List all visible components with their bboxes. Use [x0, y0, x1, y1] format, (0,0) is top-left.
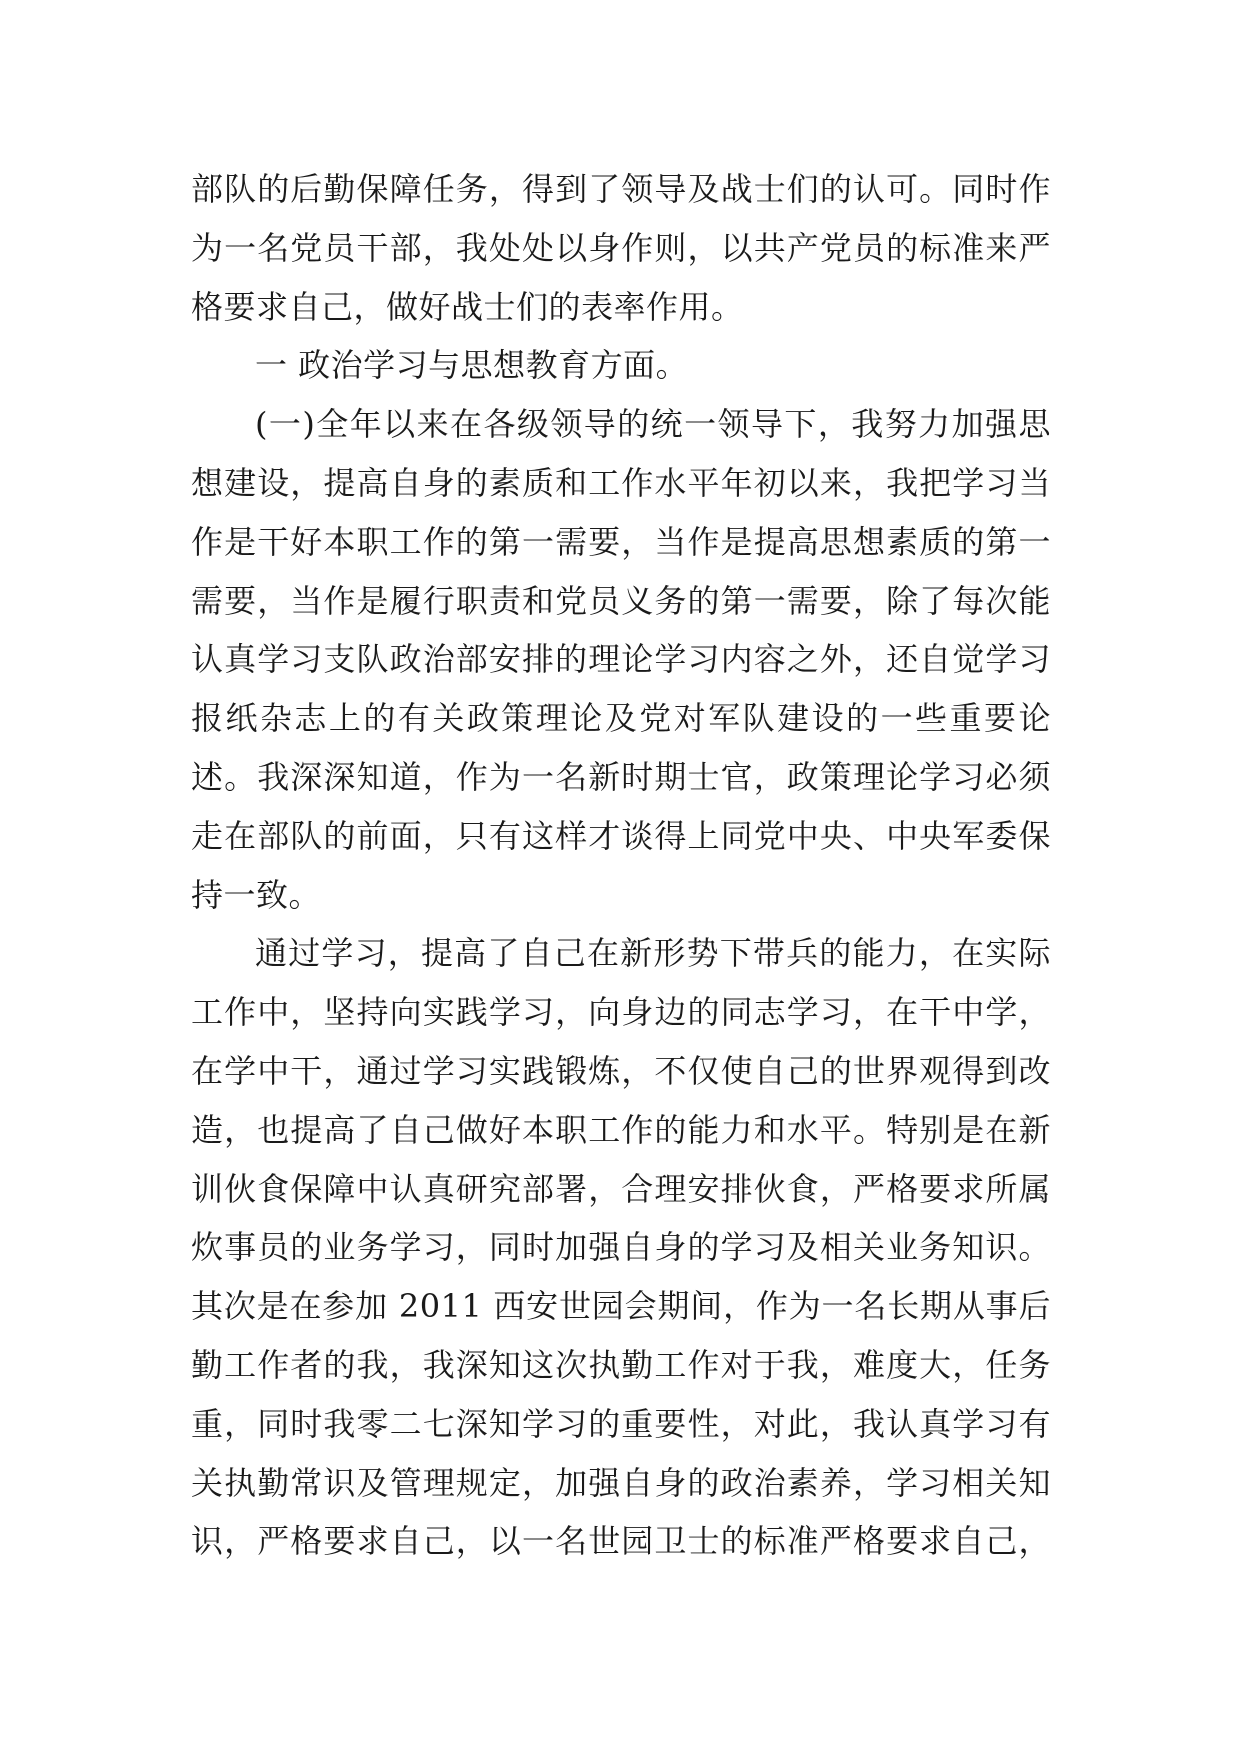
text-line: 认真学习支队政治部安排的理论学习内容之外，还自觉学习: [191, 640, 1051, 679]
text-line: 格要求自己，做好战士们的表率作用。: [191, 287, 744, 326]
text-line: 炊事员的业务学习，同时加强自身的学习及相关业务知识。: [191, 1228, 1051, 1267]
text-line: 一 政治学习与思想教育方面。: [255, 346, 689, 385]
text-line: 部队的后勤保障任务，得到了领导及战士们的认可。同时作: [191, 170, 1051, 208]
text-line: 训伙食保障中认真研究部署，合理安排伙食，严格要求所属: [191, 1169, 1051, 1208]
text-line: 工作中，坚持向实践学习，向身边的同志学习，在干中学，: [191, 993, 1051, 1032]
text-line: (一)全年以来在各级领导的统一领导下，我努力加强思: [255, 405, 1051, 444]
text-line: 报纸杂志上的有关政策理论及党对军队建设的一些重要论: [191, 699, 1051, 738]
document-body: [191, 160, 1051, 1571]
text-line: 为一名党员干部，我处处以身作则，以共产党员的标准来严: [191, 228, 1051, 267]
text-line: 在学中干，通过学习实践锻炼，不仅使自己的世界观得到改: [191, 1051, 1051, 1090]
text-line: 需要，当作是履行职责和党员义务的第一需要，除了每次能: [191, 581, 1051, 620]
text-line: 造，也提高了自己做好本职工作的能力和水平。特别是在新: [191, 1110, 1051, 1149]
text-line: 通过学习，提高了自己在新形势下带兵的能力，在实际: [255, 934, 1051, 973]
text-line: 关执勤常识及管理规定，加强自身的政治素养，学习相关知: [191, 1463, 1051, 1502]
text-line: 重，同时我零二七深知学习的重要性，对此，我认真学习有: [191, 1404, 1051, 1443]
text-line: 想建设，提高自身的素质和工作水平年初以来，我把学习当: [191, 463, 1051, 502]
text-line: 其次是在参加 2011 西安世园会期间，作为一名长期从事后: [191, 1287, 1051, 1326]
text-line: 识，严格要求自己，以一名世园卫士的标准严格要求自己，: [191, 1522, 1051, 1561]
text-line: 持一致。: [191, 875, 322, 914]
text-line: 作是干好本职工作的第一需要，当作是提高思想素质的第一: [191, 522, 1051, 561]
text-line: 走在部队的前面，只有这样才谈得上同党中央、中央军委保: [191, 816, 1051, 855]
text-line: 勤工作者的我，我深知这次执勤工作对于我，难度大，任务: [191, 1345, 1051, 1384]
text-line: 述。我深深知道，作为一名新时期士官，政策理论学习必须: [191, 757, 1051, 796]
